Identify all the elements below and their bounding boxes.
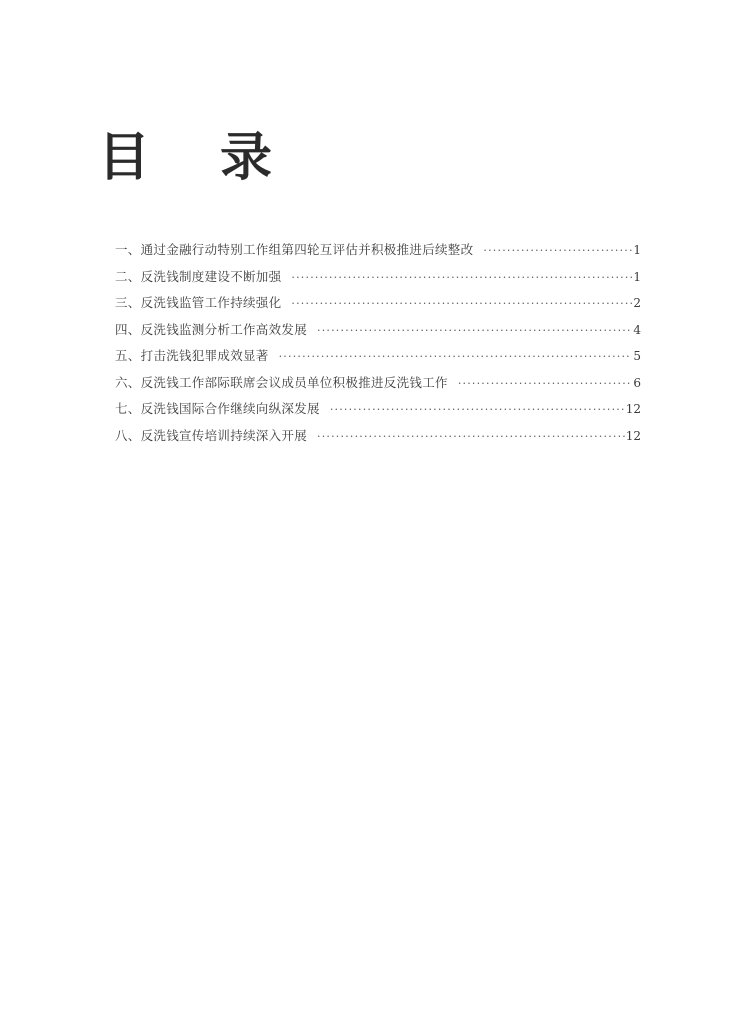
toc-entry-page: 1 [633,269,641,284]
toc-leader-dots [291,297,632,310]
toc-entry-page: 4 [633,322,641,337]
toc-leader-dots [317,430,625,443]
toc-entry-8[interactable] [115,426,641,453]
toc-entry-label: 六、反洗钱工作部际联席会议成员单位积极推进反洗钱工作 [115,374,448,390]
toc-entry-4[interactable] [115,320,641,347]
toc-leader-dots [483,244,632,257]
toc-entry-label: 五、打击洗钱犯罪成效显著 [115,348,269,363]
toc-leader-dots [317,324,632,337]
title-char-2: 录 [220,128,273,188]
toc-entry-label: 七、反洗钱国际合作继续向纵深发展 [115,401,320,416]
toc-entry-label: 八、反洗钱宣传培训持续深入开展 [115,427,308,443]
title-char-1: 目 [98,128,151,188]
toc-entry-label: 一、通过金融行动特别工作组第四轮互评估并积极推进后续整改 [115,242,474,257]
toc-leader-dots [291,271,632,284]
toc-entry-5[interactable] [115,346,641,373]
toc-entry-page: 12 [625,402,641,416]
toc-entry-3[interactable] [115,293,641,320]
toc-entry-page: 1 [633,243,641,257]
toc-entry-label: 三、反洗钱监管工作持续强化 [115,295,282,310]
toc-entry-page: 2 [633,296,641,310]
toc-leader-dots [279,350,633,363]
toc-entry-page: 6 [633,375,641,390]
toc-entry-7[interactable] [115,399,641,426]
page-title [98,128,272,188]
toc-entry-page: 5 [633,349,641,363]
toc-entry-1[interactable] [115,240,641,267]
toc-entry-label: 二、反洗钱制度建设不断加强 [115,268,282,284]
toc-entry-label: 四、反洗钱监测分析工作高效发展 [115,321,308,337]
toc-entry-page: 12 [625,428,641,443]
toc-leader-dots [458,377,633,390]
toc-entry-6[interactable] [115,373,641,400]
table-of-contents [115,240,641,452]
toc-entry-2[interactable] [115,267,641,294]
toc-leader-dots [330,403,625,416]
